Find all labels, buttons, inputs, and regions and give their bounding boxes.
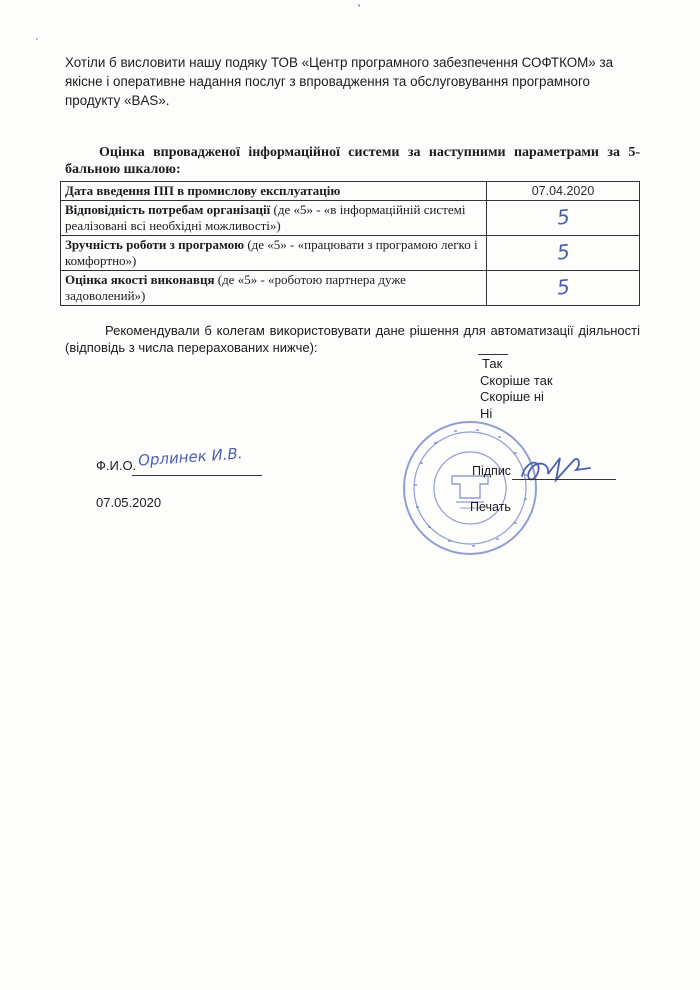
handwritten-score: 5: [555, 273, 571, 300]
recommendation-options: [480, 356, 553, 422]
table-row: [61, 236, 640, 271]
handwritten-score: 5: [555, 238, 571, 265]
rating-heading-text: Оцінка впровадженої інформаційної системи за наступними параметрами за 5-бальною шкалою:: [65, 145, 640, 177]
rating-label: Відповідність потребам організації (де «5» - «в інформаційній системі реалізовані всі необхідні можливості»): [61, 201, 487, 236]
scan-speck: [358, 4, 360, 7]
option-rather-yes: Скоріше так: [480, 372, 553, 388]
rating-label: Оцінка якості виконавця (де «5» - «роботою партнера дуже задоволений»): [61, 271, 487, 306]
fio-label: Ф.И.О.: [96, 458, 137, 473]
signature-underline: [512, 479, 616, 480]
handwritten-name: Орлинек И.В.: [137, 444, 244, 470]
recommendation-text: Рекомендували б колегам використовувати дане рішення для автоматизації діяльності (відповідь з числа перерахованих нижче):: [65, 323, 640, 355]
rating-label: Дата введення ПП в промислову експлуатацію: [61, 182, 487, 201]
fio-underline: [132, 475, 262, 476]
recommendation-question: [65, 322, 640, 356]
scan-speck: [36, 38, 38, 40]
document-date: 07.05.2020: [96, 495, 162, 510]
table-row: [61, 201, 640, 236]
rating-label: Зручність роботи з програмою (де «5» - «працювати з програмою легко і комфортно»): [61, 236, 487, 271]
ratings-table: [60, 181, 640, 306]
seal-label: Печать: [470, 500, 511, 514]
rating-value: [487, 236, 640, 271]
option-no: Ні: [480, 405, 493, 421]
option-yes: Так: [480, 356, 553, 373]
signature-label: Підпис: [472, 464, 512, 478]
table-row: [61, 182, 640, 201]
intro-paragraph: Хотіли б висловити нашу подяку ТОВ «Центр програмного забезпечення СОФТКОМ» за якісне і оперативне надання послуг з впровадження та обслуговування програмного продукту «BAS».: [65, 55, 614, 108]
rating-value: [487, 271, 640, 306]
rating-value: [487, 182, 640, 201]
option-rather-no: Скоріше ні: [480, 389, 544, 404]
handwritten-signature: [516, 450, 596, 490]
rating-value: [487, 201, 640, 236]
implementation-date: 07.04.2020: [531, 184, 595, 198]
rating-heading: [65, 144, 640, 178]
handwritten-score: 5: [555, 203, 571, 230]
table-row: [61, 271, 640, 306]
